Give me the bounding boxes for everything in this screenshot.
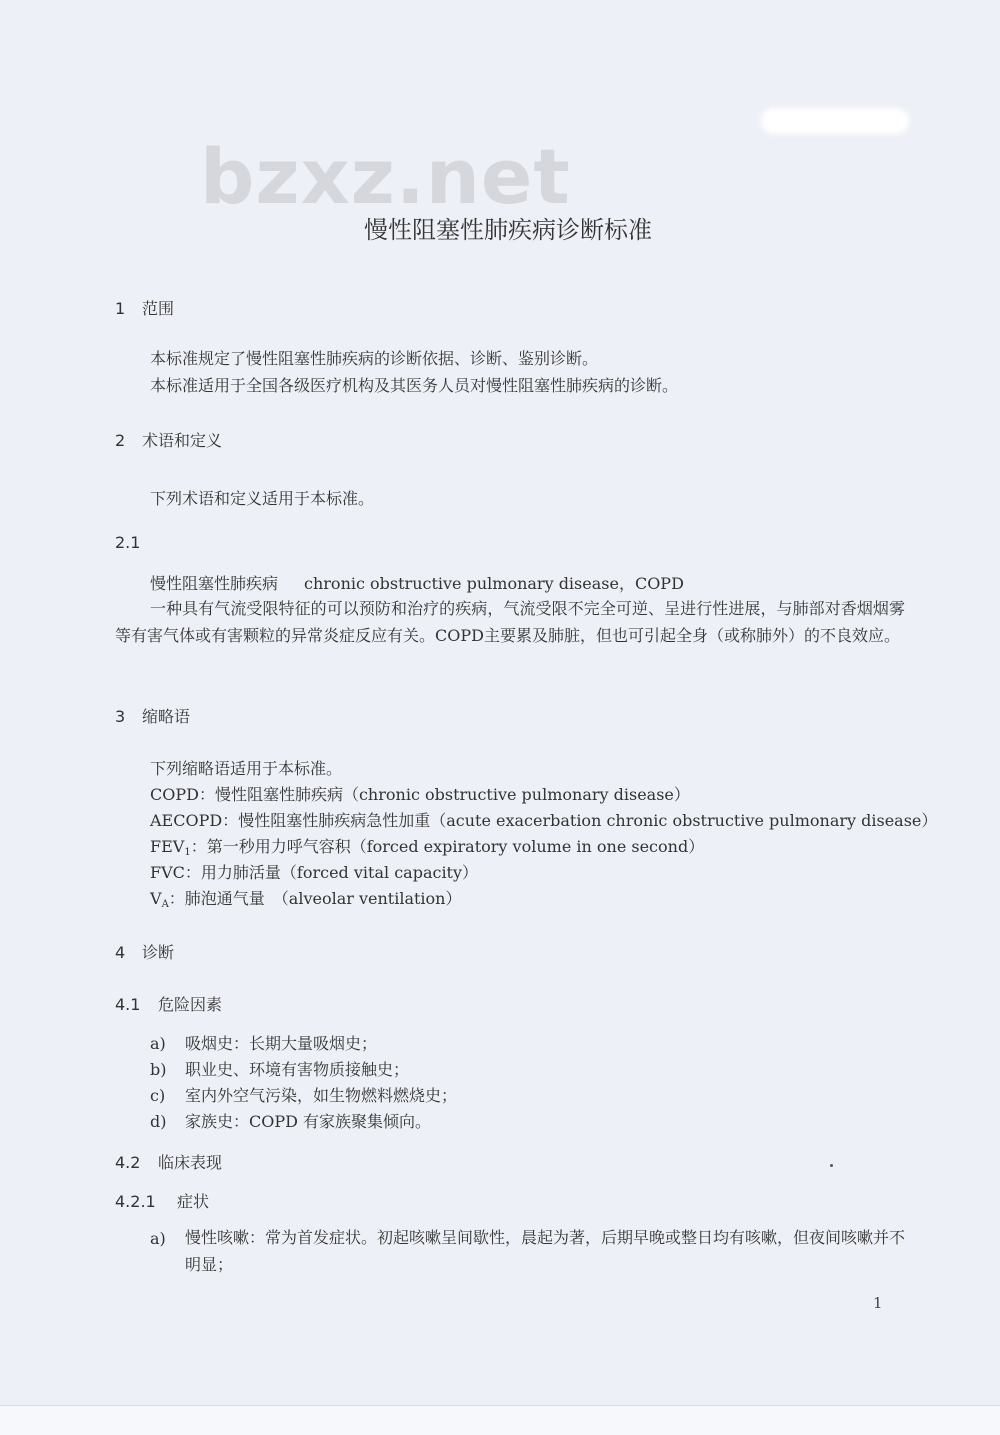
term-english: chronic obstructive pulmonary disease，COPD: [304, 574, 684, 593]
abbreviation-item: [150, 782, 690, 805]
abbreviation-term: FEV: [150, 837, 185, 856]
section-number: 2: [115, 431, 126, 450]
speck: [830, 1164, 833, 1167]
paragraph: 本标准适用于全国各级医疗机构及其医务人员对慢性阻塞性肺疾病的诊断。: [150, 376, 679, 395]
abbreviation-term: COPD：: [150, 785, 215, 804]
list-text: 吸烟史：长期大量吸烟史；: [185, 1034, 378, 1053]
section-title: 范围: [142, 299, 175, 318]
list-label: b): [150, 1060, 167, 1079]
list-label: d): [150, 1112, 167, 1131]
paragraph: 下列术语和定义适用于本标准。: [150, 489, 375, 508]
list-text: 家族史：COPD 有家族聚集倾向。: [185, 1112, 432, 1131]
list-text: 慢性咳嗽：常为首发症状。初起咳嗽呈间歇性，晨起为著，后期早晚或整日均有咳嗽，但夜间咳嗽并不明显；: [185, 1228, 906, 1274]
term-definition: 一种具有气流受限特征的可以预防和治疗的疾病，气流受限不完全可逆、呈进行性进展，与肺部对香烟烟雾等有害气体或有害颗粒的异常炎症反应有关。COPD主要累及肺脏，但也可引起全身（或称肺外）的不良效应。: [115, 599, 905, 645]
section-title: 诊断: [142, 943, 175, 962]
abbreviation-item: [150, 808, 937, 831]
watermark: bzxz.net: [200, 132, 571, 221]
document-title: 慢性阻塞性肺疾病诊断标准: [364, 216, 652, 244]
redaction-mark: [765, 112, 905, 130]
abbreviation-definition: ：第一秒用力呼气容积（forced expiratory volume in one second）: [190, 837, 705, 856]
section-2-heading: [115, 428, 222, 451]
list-label: a): [150, 1034, 166, 1053]
scan-edge: [0, 1405, 1000, 1435]
section-4-heading: [115, 940, 174, 963]
section-title: 术语和定义: [142, 431, 223, 450]
abbreviation-definition: 慢性阻塞性肺疾病（chronic obstructive pulmonary disease）: [214, 785, 690, 804]
abbreviation-item: [150, 886, 462, 910]
term-chinese: 慢性阻塞性肺疾病: [150, 574, 279, 593]
abbreviation-term: V: [150, 889, 162, 908]
section-number: 3: [115, 707, 126, 726]
abbreviation-definition: ：肺泡通气量 （alveolar ventilation）: [168, 889, 462, 908]
abbreviation-subscript: A: [161, 899, 169, 910]
abbreviation-subscript: 1: [184, 847, 191, 858]
page-number: 1: [873, 1294, 883, 1312]
section-title: 危险因素: [158, 995, 223, 1014]
section-2-1-heading: 2.1: [115, 533, 141, 552]
list-item: [150, 1057, 409, 1080]
section-number: 4.2: [115, 1153, 141, 1172]
section-title: 临床表现: [158, 1153, 223, 1172]
paragraph: 本标准规定了慢性阻塞性肺疾病的诊断依据、诊断、鉴别诊断。: [150, 349, 599, 368]
list-text: 职业史、环境有害物质接触史；: [185, 1060, 410, 1079]
abbreviation-definition: 慢性阻塞性肺疾病急性加重（acute exacerbation chronic obstructive pulmonary disease）: [238, 811, 938, 830]
section-4-2-1-heading: [115, 1189, 209, 1212]
list-item: [150, 1083, 457, 1106]
section-number: 1: [115, 299, 126, 318]
section-1-heading: [115, 296, 174, 319]
section-number: 4: [115, 943, 126, 962]
section-number: 4.2.1: [115, 1192, 156, 1211]
term-line: [150, 571, 684, 594]
section-3-heading: [115, 704, 190, 727]
list-item: [150, 1031, 377, 1054]
abbreviation-definition: 用力肺活量（forced vital capacity）: [200, 863, 479, 882]
abbreviation-item: [150, 860, 478, 883]
list-label: c): [150, 1086, 166, 1105]
list-label: a): [150, 1229, 166, 1248]
abbreviation-term: AECOPD：: [150, 811, 239, 830]
abbreviation-item: [150, 834, 704, 858]
list-text: 室内外空气污染，如生物燃料燃烧史；: [185, 1086, 458, 1105]
section-title: 症状: [177, 1192, 210, 1211]
abbreviation-term: FVC：: [150, 863, 201, 882]
section-4-1-heading: [115, 992, 222, 1015]
paragraph: 下列缩略语适用于本标准。: [150, 759, 343, 778]
list-item: [150, 1109, 431, 1132]
section-title: 缩略语: [142, 707, 191, 726]
section-4-2-heading: [115, 1150, 222, 1173]
section-number: 4.1: [115, 995, 141, 1014]
